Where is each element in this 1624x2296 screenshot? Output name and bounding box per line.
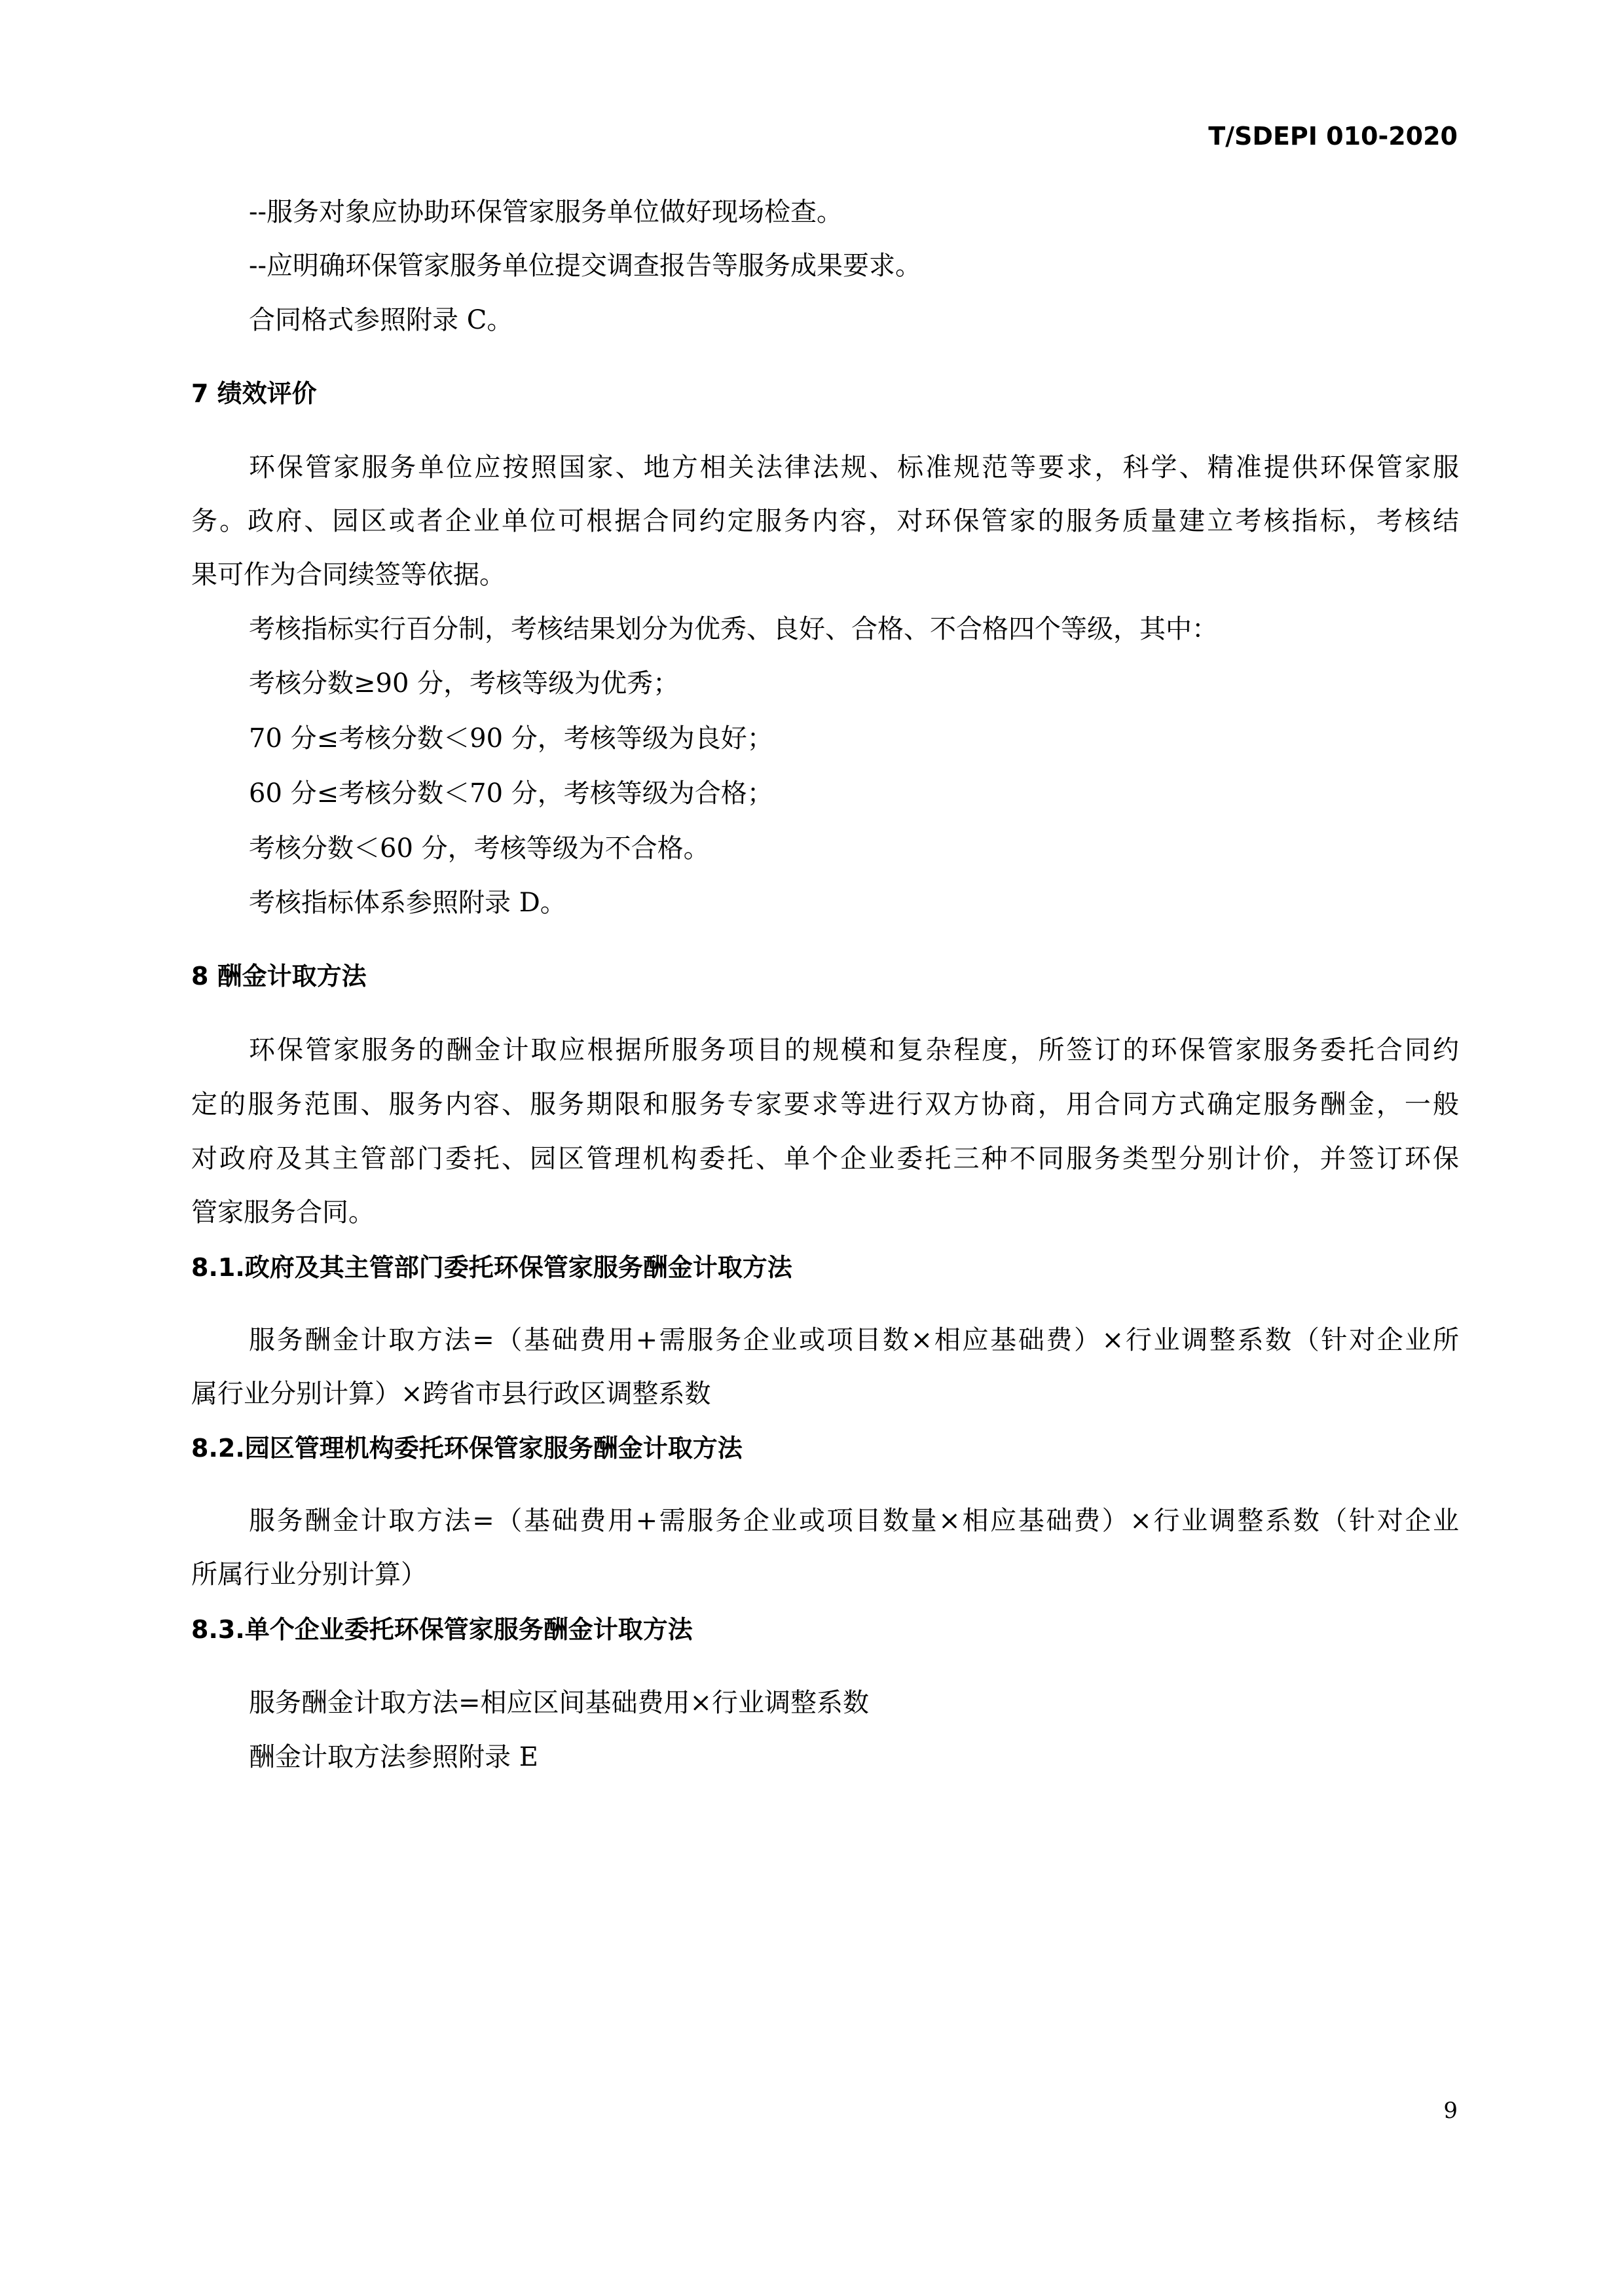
paragraph-line: 60 分≤考核分数＜70 分，考核等级为合格； — [249, 778, 773, 809]
paragraph-line: --服务对象应协助环保管家服务单位做好现场检查。 — [249, 197, 843, 227]
paragraph-line: 考核指标实行百分制，考核结果划分为优秀、良好、合格、不合格四个等级，其中： — [249, 614, 1218, 644]
subsection-heading: 8.1.政府及其主管部门委托环保管家服务酬金计取方法 — [191, 1253, 792, 1282]
paragraph-line: 70 分≤考核分数＜90 分，考核等级为良好； — [249, 723, 773, 754]
paragraph-line-wrapper — [0, 1032, 1624, 1068]
paragraph-line: 环保管家服务单位应按照国家、地方相关法律法规、标准规范等要求，科学、精准提供环保管家服 — [249, 452, 1459, 483]
paragraph-line: 环保管家服务的酬金计取应根据所服务项目的规模和复杂程度，所签订的环保管家服务委托合同约 — [249, 1035, 1459, 1065]
subsection-heading: 8.3.单个企业委托环保管家服务酬金计取方法 — [191, 1615, 693, 1644]
paragraph-line-wrapper — [0, 1086, 1624, 1123]
paragraph-line-wrapper — [0, 449, 1624, 486]
paragraph-line-wrapper — [0, 1322, 1624, 1358]
paragraph-line: 所属行业分别计算） — [191, 1559, 427, 1590]
paragraph-line: 酬金计取方法参照附录 E — [249, 1742, 538, 1772]
section-heading: 8 酬金计取方法 — [191, 962, 367, 991]
paragraph-line: 考核指标体系参照附录 D。 — [249, 888, 566, 918]
paragraph-line: 服务酬金计取方法=（基础费用+需服务企业或项目数×相应基础费）×行业调整系数（针对企业所 — [249, 1325, 1459, 1355]
paragraph-line: 合同格式参照附录 C。 — [249, 305, 513, 335]
paragraph-line-wrapper — [0, 1140, 1624, 1177]
paragraph-line: 属行业分别计算）×跨省市县行政区调整系数 — [191, 1379, 711, 1409]
paragraph-line: 考核分数≥90 分，考核等级为优秀； — [249, 668, 680, 699]
document-id: T/SDEPI 010-2020 — [1208, 122, 1458, 151]
paragraph-line: 对政府及其主管部门委托、园区管理机构委托、单个企业委托三种不同服务类型分别计价，并签订环保 — [191, 1144, 1459, 1174]
paragraph-line: 管家服务合同。 — [191, 1197, 375, 1228]
paragraph-line: 务。政府、园区或者企业单位可根据合同约定服务内容，对环保管家的服务质量建立考核指标，考核结 — [191, 506, 1459, 536]
paragraph-line: 考核分数＜60 分，考核等级为不合格。 — [249, 833, 710, 864]
paragraph-line-wrapper — [0, 503, 1624, 539]
page-number: 9 — [1443, 2098, 1458, 2124]
paragraph-line: --应明确环保管家服务单位提交调查报告等服务成果要求。 — [249, 251, 922, 281]
paragraph-line: 服务酬金计取方法=相应区间基础费用×行业调整系数 — [249, 1688, 870, 1718]
paragraph-line: 服务酬金计取方法=（基础费用+需服务企业或项目数量×相应基础费）×行业调整系数（针对企业 — [249, 1506, 1459, 1536]
section-heading: 7 绩效评价 — [191, 379, 317, 408]
paragraph-line: 果可作为合同续签等依据。 — [191, 560, 506, 590]
subsection-heading: 8.2.园区管理机构委托环保管家服务酬金计取方法 — [191, 1434, 743, 1463]
paragraph-line-wrapper — [0, 1503, 1624, 1539]
paragraph-line: 定的服务范围、服务内容、服务期限和服务专家要求等进行双方协商，用合同方式确定服务酬金，一般 — [191, 1089, 1459, 1120]
